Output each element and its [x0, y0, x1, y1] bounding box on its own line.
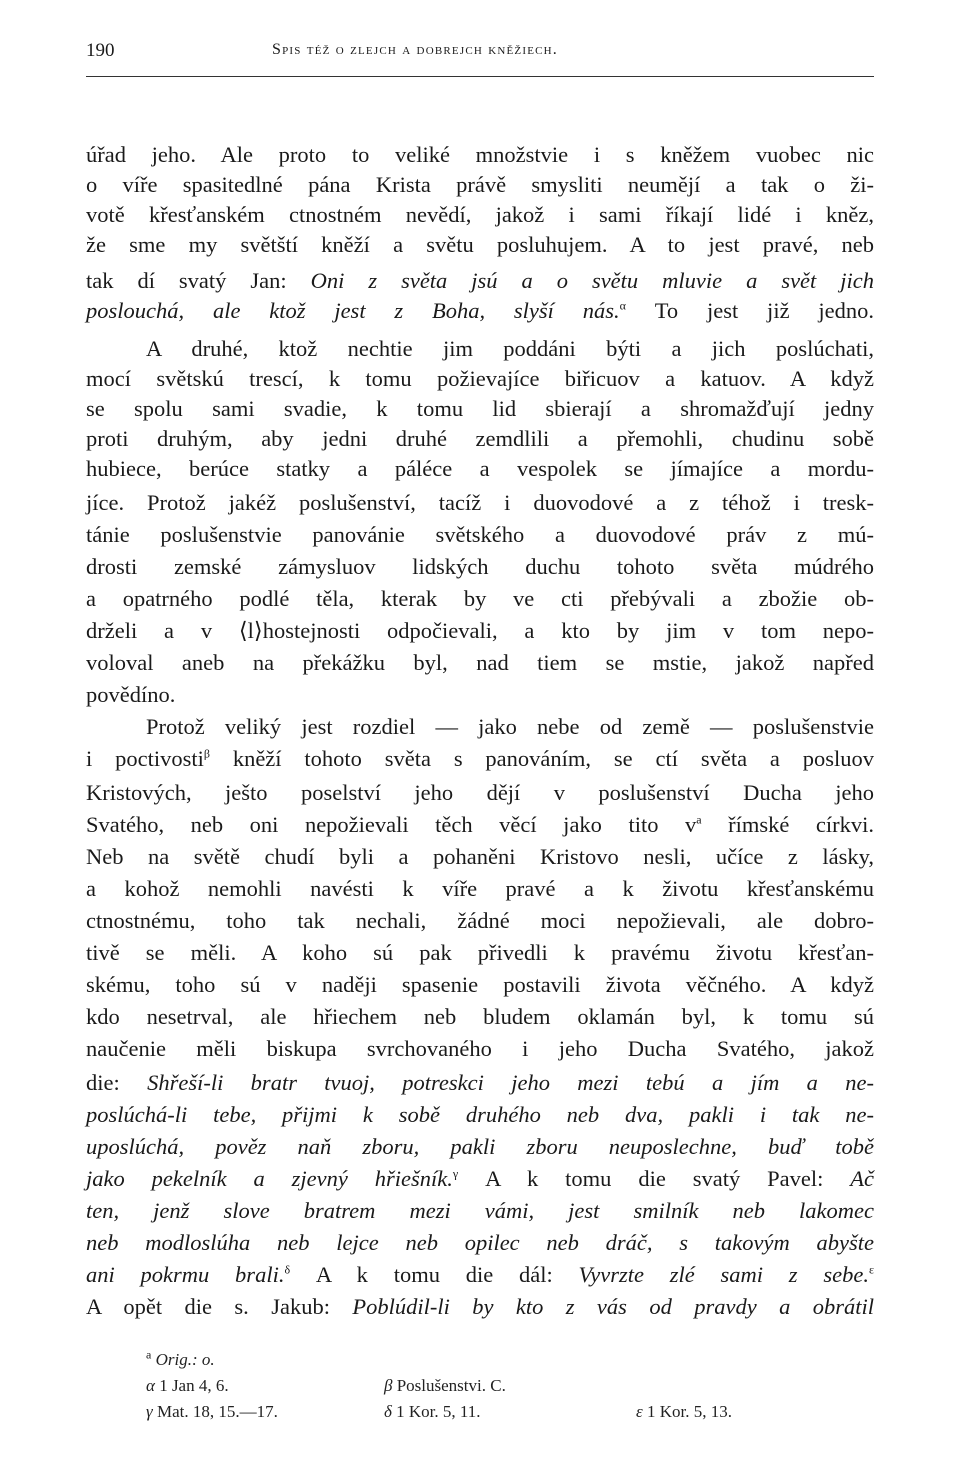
- text-line: jako pekelník a zjevný hřiešník.$^\gamma$ A k tomu die svatý Pavel: Ač: [86, 1166, 874, 1191]
- text-line: že sme my světští kněží a světu posluhujem. A to jest pravé, neb: [86, 232, 874, 257]
- footnote-marker: γ: [452, 1166, 459, 1181]
- footnote-marker: ε: [868, 1262, 874, 1277]
- text-line: ani pokrmu brali.$^\delta$ A k tomu die dál: Vyvrzte zlé sami z sebe.$^\varepsilon$: [86, 1262, 874, 1287]
- header-rule: [86, 76, 874, 77]
- footnote: α 1 Jan 4, 6.: [146, 1376, 229, 1395]
- text-line: poslúchá-li tebe, přijmi k sobě druhého neb dva, pakli i tak ne-: [86, 1102, 874, 1127]
- text-line: se spolu sami svadie, k tomu lid sbierají a shromažďují jedny: [86, 396, 874, 421]
- text-line: neb modloslúha neb lejce neb opilec neb dráč, s takovým abyšte: [86, 1230, 874, 1255]
- running-head: Spis též o zlejch a dobrejch kněžiech.: [272, 41, 558, 58]
- text-line: Kristových, ješto poselství jeho dějí v poslušenství Ducha jeho: [86, 780, 874, 805]
- text-line: A opět die s. Jakub: Poblúdil-li by kto z vás od pravdy a obrátil: [86, 1294, 874, 1319]
- footnote: β Poslušenstvi. C.: [384, 1376, 506, 1395]
- text-line: ctnostnému, toho tak nechali, žádné moci nepožievali, ale dobro-: [86, 908, 874, 933]
- text-line: die: Shřeší-li bratr tvuoj, potreskci jeho mezi tebú a jím a ne-: [86, 1070, 874, 1095]
- text-line: naučenie měli biskupa svrchovaného i jeho Ducha Svatého, jakož: [86, 1036, 874, 1061]
- text-line: Neb na světě chudí byli a pohaněni Kristovo nesli, učíce z lásky,: [86, 844, 874, 869]
- footnote: ε 1 Kor. 5, 13.: [636, 1402, 732, 1421]
- text-line: o víře spasitedlné pána Krista právě smysliti neumějí a tak o ži-: [86, 172, 874, 197]
- text-line: i poctivosti$^\beta$ kněží tohoto světa s panováním, se ctí světa a posluov: [86, 746, 874, 771]
- text-line: proti druhým, aby jedni druhé zemdlili a přemohli, chudinu sobě: [86, 426, 874, 451]
- text-line: Svatého, neb oni nepožievali těch věcí jako tito $v^a$ římské církvi.: [86, 812, 874, 837]
- text-line: votě křesťanském ctnostném nevědí, jakož i sami říkají lidé i kněz,: [86, 202, 874, 227]
- page-number: 190: [86, 40, 115, 61]
- text-line: drosti zemské zámysluov lidských duchu tohoto světa múdrého: [86, 554, 874, 579]
- footnote-marker: δ: [284, 1262, 291, 1277]
- text-line: tivě se měli. A koho sú pak přivedli k pravému životu křesťan-: [86, 940, 874, 965]
- text-line: a kohož nemohli navésti k víře pravé a k životu křesťanskému: [86, 876, 874, 901]
- text-line: voloval aneb na překážku byl, nad tiem se mstie, jakož napřed: [86, 650, 874, 675]
- text-line: poslouchá, ale ktož jest z Boha, slyší nás.$^\alpha$ To jest již jedno.: [86, 298, 874, 323]
- footnote: γ Mat. 18, 15.—17.: [146, 1402, 278, 1421]
- text-line: ten, jenž slove bratrem mezi vámi, jest smilník neb lakomec: [86, 1198, 874, 1223]
- page-header: [86, 40, 874, 70]
- text-line: A druhé, ktož nechtie jim poddáni býti a jich poslúchati,: [146, 336, 874, 361]
- text-line: kdo nesetrval, ale hřiechem neb bludem oklamán byl, k tomu sú: [86, 1004, 874, 1029]
- footnote-marker: β: [203, 746, 210, 761]
- text-line: mocí světskú trescí, k tomu požievajíce biřicuov a katuov. A když: [86, 366, 874, 391]
- text-line: jíce. Protož jakéž poslušenství, tacíž i duovodové a z téhož i tresk-: [86, 490, 874, 515]
- text-line: a opatrného podlé těla, kterak by ve cti přebývali a zbožie ob-: [86, 586, 874, 611]
- text-line: tánie poslušenstvie panovánie světského a duovodové práv z mú-: [86, 522, 874, 547]
- text-line: Protož veliký jest rozdiel — jako nebe od země — poslušenstvie: [146, 714, 874, 739]
- text-line: povědíno.: [86, 682, 176, 707]
- text-line: úřad jeho. Ale proto to veliké množstvie i s kněžem vuobec nic: [86, 142, 874, 167]
- text-line: uposlúchá, pověz naň zboru, pakli zboru neuposlechne, buď tobě: [86, 1134, 874, 1159]
- text-line: tak dí svatý Jan: Oni z světa jsú a o světu mluvie a svět jich: [86, 268, 875, 293]
- footnote: $^a$ Orig.: o.: [146, 1347, 215, 1369]
- text-line: hubiece, berúce statky a páléce a vespolek se jímajíce a mordu-: [86, 456, 874, 481]
- text-line: drželi a v ⟨l⟩hostejnosti odpočievali, a kto by jim v tom nepo-: [86, 618, 874, 643]
- text-line: skému, toho sú v naději spasenie postavili života věčného. A když: [86, 972, 874, 997]
- footnote-marker: a: [696, 812, 702, 827]
- footnote: δ 1 Kor. 5, 11.: [384, 1402, 481, 1421]
- footnote-marker: α: [619, 298, 626, 313]
